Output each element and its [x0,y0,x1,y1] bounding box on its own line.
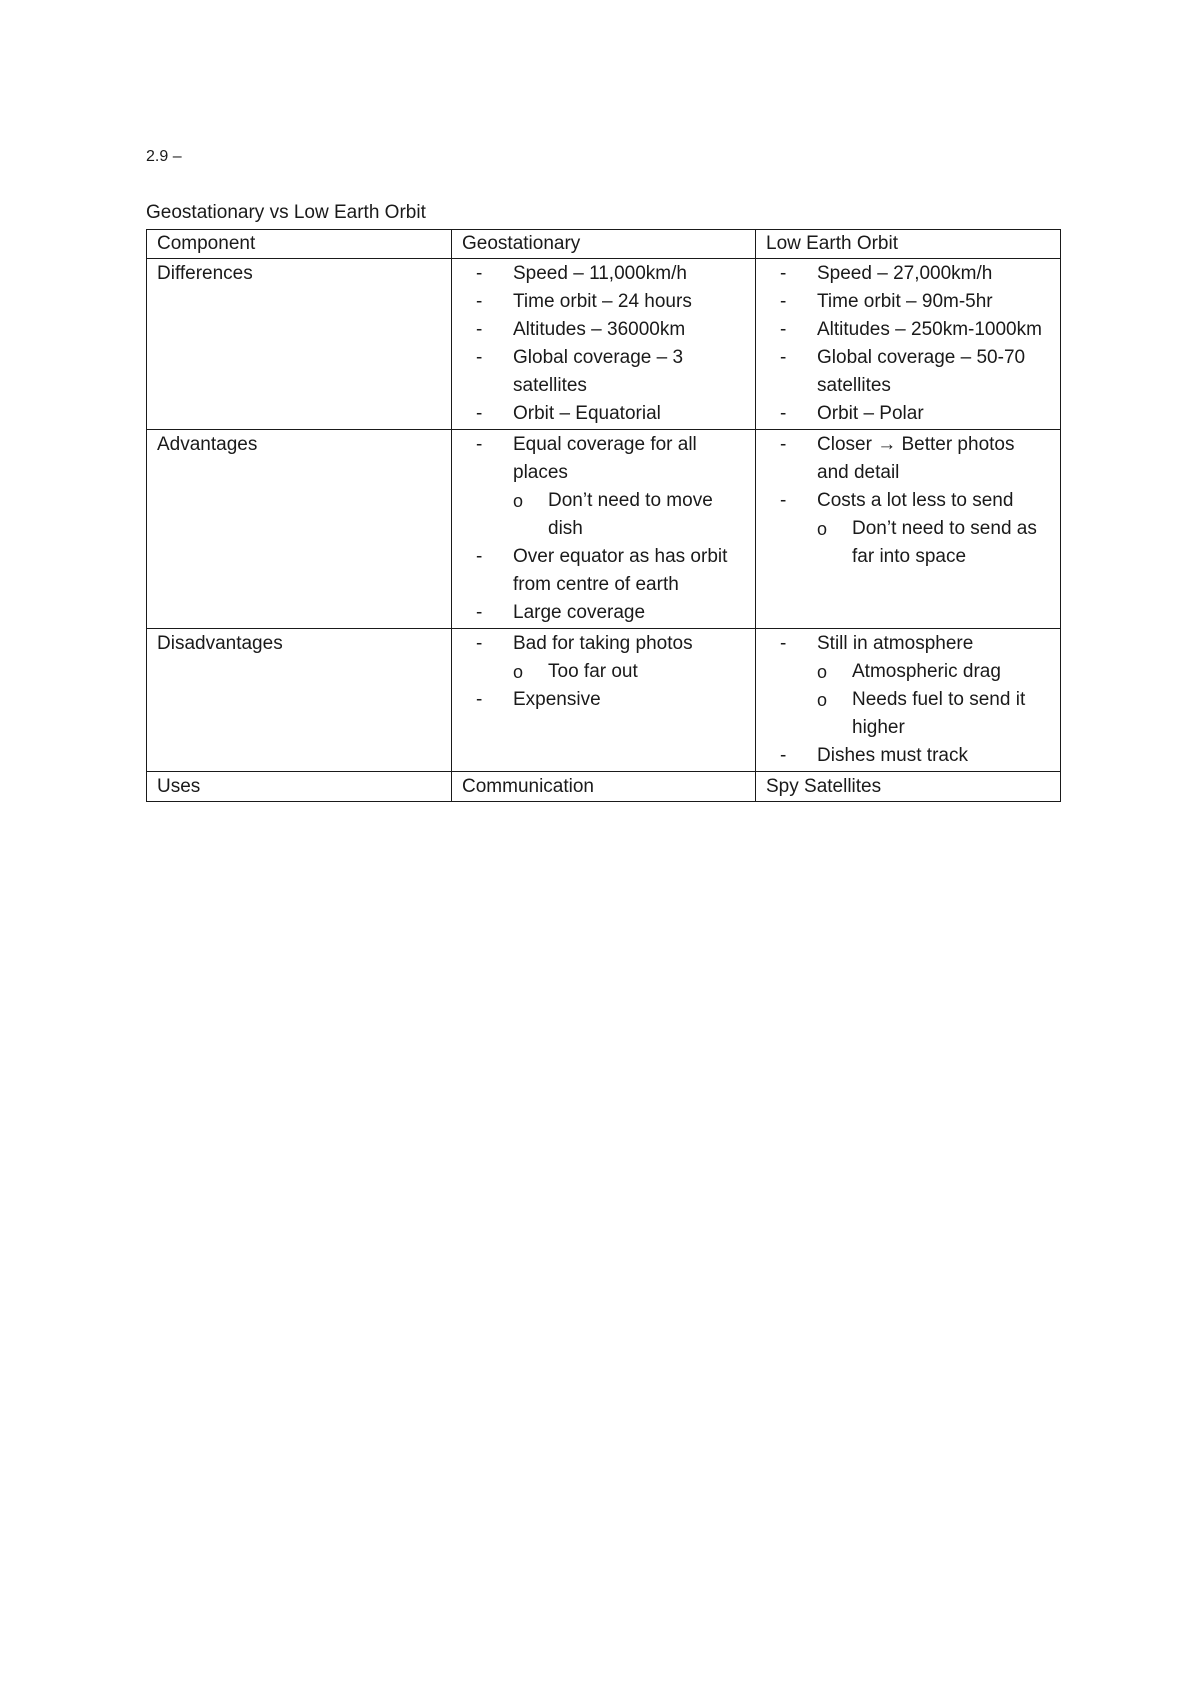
header-geostationary: Geostationary [452,230,756,259]
item-text: Speed – 27,000km/h [817,263,993,284]
sub-list-item [766,515,1050,571]
circle-bullet: o [817,519,828,539]
item-text: Global coverage – 3 satellites [513,347,684,396]
table-row-disadvantages [147,629,1061,772]
list-item [766,344,1050,400]
row-label-differences: Differences [147,259,452,430]
header-component: Component [147,230,452,259]
circle-bullet: o [513,662,524,682]
list-item [766,630,1050,658]
table-row-advantages [147,430,1061,629]
row-label-disadvantages: Disadvantages [147,629,452,772]
item-text: Global coverage – 50-70 satellites [817,347,1026,396]
item-text: Altitudes – 250km-1000km [817,319,1042,340]
sub-list-container [462,487,745,543]
sub-list-container [766,658,1050,742]
circle-bullet: o [817,662,828,682]
list-item [462,686,745,714]
circle-bullet: o [513,491,524,511]
list-item [462,431,745,487]
cell-uses-geo: Communication [452,772,756,802]
cell-advantages-geo [452,430,756,629]
item-text: Still in atmosphere [817,633,974,654]
dash-bullet: - [476,689,483,710]
cell-disadvantages-geo [452,629,756,772]
table-header-row [147,230,1061,259]
list-item [462,344,745,400]
list-item [766,288,1050,316]
dash-bullet: - [780,291,787,312]
bullet-list [766,630,1050,770]
dash-bullet: - [476,291,483,312]
item-text: Orbit – Polar [817,403,924,424]
dash-bullet: - [476,263,483,284]
comparison-table [146,229,1061,802]
sub-list-item [462,658,745,686]
bullet-list [462,630,745,714]
bullet-list [766,260,1050,428]
sub-item-text: Don’t need to move dish [548,490,713,539]
item-text: Dishes must track [817,745,968,766]
dash-bullet: - [476,347,483,368]
cell-disadvantages-leo [756,629,1061,772]
sub-item-text: Atmospheric drag [852,661,1001,682]
header-low-earth-orbit: Low Earth Orbit [756,230,1061,259]
dash-bullet: - [780,490,787,511]
bullet-list [766,431,1050,571]
dash-bullet: - [476,633,483,654]
dash-bullet: - [476,319,483,340]
dash-bullet: - [476,546,483,567]
row-label-advantages: Advantages [147,430,452,629]
item-text: Over equator as has orbit from centre of earth [513,546,728,595]
list-item [462,543,745,599]
section-number: 2.9 – [146,148,182,165]
table-row-differences [147,259,1061,430]
item-text: Expensive [513,689,601,710]
dash-bullet: - [780,347,787,368]
sub-bullet-list [462,658,745,686]
sub-bullet-list [462,487,745,543]
list-item [766,487,1050,515]
row-label-uses: Uses [147,772,452,802]
item-text: Better photos and detail [817,434,1015,483]
dash-bullet: - [780,403,787,424]
sub-list-container [462,658,745,686]
bullet-list [462,260,745,428]
list-item [766,431,1050,487]
item-text: Bad for taking photos [513,633,693,654]
cell-advantages-leo [756,430,1061,629]
table-row-uses [147,772,1061,802]
sub-list-item [766,686,1050,742]
item-text: Orbit – Equatorial [513,403,661,424]
list-item [462,599,745,627]
item-text: Altitudes – 36000km [513,319,686,340]
list-item [766,742,1050,770]
dash-bullet: - [476,434,483,455]
list-item [462,630,745,658]
item-text: Large coverage [513,602,646,623]
cell-differences-leo [756,259,1061,430]
table-title: Geostationary vs Low Earth Orbit [146,202,426,223]
dash-bullet: - [780,263,787,284]
item-text: Time orbit – 24 hours [513,291,692,312]
dash-bullet: - [780,633,787,654]
item-text: Speed – 11,000km/h [513,263,687,284]
sub-item-text: Don’t need to send as far into space [852,518,1037,567]
dash-bullet: - [476,403,483,424]
list-item [462,316,745,344]
item-text: Costs a lot less to send [817,490,1014,511]
sub-item-text: Too far out [548,661,638,682]
circle-bullet: o [817,690,828,710]
sub-item-text: Needs fuel to send it higher [852,689,1026,738]
dash-bullet: - [780,434,787,455]
sub-list-item [766,658,1050,686]
list-item [766,316,1050,344]
item-text: Closer [817,434,878,455]
cell-differences-geo [452,259,756,430]
list-item [462,288,745,316]
list-item [766,400,1050,428]
cell-uses-leo: Spy Satellites [756,772,1061,802]
sub-bullet-list [766,658,1050,742]
bullet-list [462,431,745,627]
arrow-right-icon: → [877,434,897,455]
dash-bullet: - [780,319,787,340]
item-text: Equal coverage for all places [513,434,697,483]
sub-bullet-list [766,515,1050,571]
item-text: Time orbit – 90m-5hr [817,291,993,312]
sub-list-item [462,487,745,543]
list-item [462,260,745,288]
list-item [766,260,1050,288]
dash-bullet: - [780,745,787,766]
list-item [462,400,745,428]
dash-bullet: - [476,602,483,623]
sub-list-container [766,515,1050,571]
